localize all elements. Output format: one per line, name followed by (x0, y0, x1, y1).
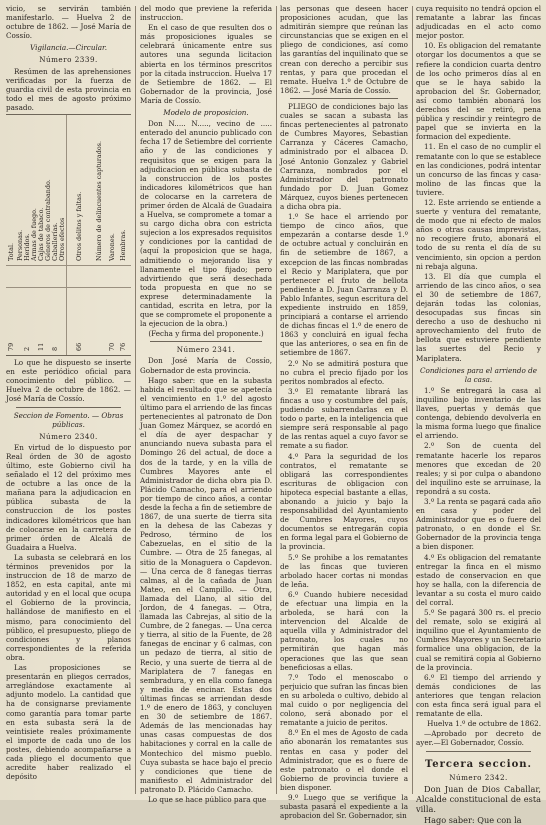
table-value: 79 (7, 342, 15, 352)
casa-item: 3.º La renta se pagará cada año en casa y poder del Administrador que es o fuere del patronato, o en donde el Sr. Gobernador de la provincia tenga a bien disponer. (416, 496, 541, 552)
condicion-item: 9.º Luego que se verifique la subasta pasará el expediente a la aprobacion del Sr. Gobernador, sin (280, 792, 408, 821)
condicion-item: 7.º Todo el menoscabo o perjuicio que sufran las fincas bien en su arboleda o cultivo, debido al mal cuido o por negligencia del colono, será abonado por el rematante a juicio de peritos. (280, 672, 408, 728)
condicion-item: 10. Es obligacion del rematante otorgar los documentos a que se refiere la condicion cuarta dentro de los ocho primeros días al en que se le haya sabido la aprobacion del Sr. Gobernador, así como también abonará los derechos del se retiró, pena pública y rescindir y reintegro de papel que se invierta en la formacion del expediente. (416, 41, 541, 142)
table-value: 76 (119, 342, 127, 352)
column-divider (135, 6, 136, 794)
col1-top: vicio, se servirán también manifestarlo. — Huelva 2 de octubre de 1862. — José María de Cossío. (6, 4, 131, 41)
column-4 (416, 4, 541, 825)
casa-item: 2.º Son de cuenta del rematante hacerle los reparos menores que excedan de 20 reales; y si por culpa o abandono del inquilino este se arruinase, la repondrá a su costa. (416, 441, 541, 496)
fomento-body-3: Las proposiciones se presentarán en pliegos cerrados, arreglándose exactamente al adjunto modelo. La cantidad que ha de consignarse previamente como garantía para tomar parte en esta subasta será la de veintisiete reales próximamente el importe de cada uno de los postes, debiendo acompañarse a cada pliego el documento que acredite haber realizado el depósito (6, 663, 131, 782)
condicion-item: 5.º Se prohibe a los rematantes de las fincas que tuvieren arbolado hacer cortas ni mondas de leña. (280, 552, 408, 589)
casa-conditions-title: Condiciones para el arriendo de la casa. (420, 365, 537, 384)
casa-item: 6.º El tiempo del arriendo y demás condiciones de las anteriores que tengan relacion con esta finca será igual para el rematante de ella. (416, 672, 541, 719)
table-header: Cajas de tabaco. (37, 207, 45, 262)
resumen-intro: Resúmen de las aprehensiones verificadas por la fuerza de guardia civil de esta provincia en todo el mes de agosto próximo pasado. (6, 66, 131, 112)
condicion-item: 6.º Cuando hubiere necesidad de efectuar una limpia en la arboleda, se hará con la intervencion del Alcalde de aquella villa y Administrador del patronato, los cuales no permitirán que hagan más operaciones que las que sean beneficiosas a ellas. (280, 589, 408, 672)
table-header: Personas. (16, 229, 24, 262)
condicion-item: 11. En el caso de no cumplir el rematante con lo que se establece en las condiciones, podrá intentar un concurso de las fincas y casa-molino de las fincas que la tuviere. (416, 142, 541, 197)
col2-p3: Don José María de Cossío, Gobernador de esta provincia. (140, 356, 272, 375)
condicion-item: 8.º En el mes de Agosto de cada año abonarán los rematantes sus rentas en casa y poder del Administrador, que es o fuere de este patronato o el donde el Gobierno de provincia tuviere a bien disponer. (280, 728, 408, 792)
number-2342: Número 2342. (449, 772, 508, 782)
col2-sign: (Fecha y firma del proponente.) (148, 329, 264, 339)
condicion-item: 4.º Para la seguridad de los contratos, el rematante se obligará las correspondientes escrituras de obligacion con hipoteca especial bastante a ellas, abonando a juicio y bajo la responsabilidad del Ayuntamiento de Cumbres Mayores, cuyos documentos se entregarán copia en forma legal para el Gobierno de la provincia. (280, 451, 408, 552)
condicion-item: 3.º El rematante librará las fincas a uso y costumbre del país, pudiendo subarrendarlas en el todo o parte, en la inteligencia que siempre será responsable al pago de las rentas aquel a cuyo favor se remate a su fiador. (280, 386, 408, 451)
tercera-seccion-title: Tercera seccion. (425, 758, 532, 770)
column-divider (276, 6, 277, 794)
casa-item: 1.º Se entregará la casa al inquilino bajo inventario de las llaves, puertas y demás que contenga, debiendo devolverla en la misma forma luego que finalice el arriendo. (416, 385, 541, 441)
fomento-body-2: La subasta se celebrará en los términos prevenidos por la instruccion de 18 de marzo de 1852, en esta capital, ante mi autoridad y en el local que ocupa el Gobierno de la provincia, hallándose de manifiesto en el mismo, para conocimiento del público, el presupuesto, pliego de condiciones y planos correspondientes de la referida obra. (6, 552, 131, 662)
column-1 (6, 4, 131, 796)
col2-p4: Hago saber: que en la subasta habida el resultado que se apetecía el vencimiento en 1.º del agosto último para el arriendo de las fincas pertenecientes al patronato de Don Juan Gomez Márquez, se acordó en el día de ayer despachar y anunciando nueva subasta para el Domingo 26 del actual, de doce a dos de la tarde, y en la villa de Cumbres Mayores ante el Administrador de dicha obra pia D. Plácido Camacho, para el arriendo por tiempo de cinco años, a contar desde la fecha a fin de setiembre de 1867, de una suerte de tierra sita en la dehesa de las Cabezas y Pedroso, término de los Cabezuelas, en el sitio de la Cumbre. — Otra de 25 fanegas, al sitio de la Monaguera o Capdevon. — Una cerca de 8 fanegas tierras calmas, al de la cañada de Juan Mateo, en el Campillo. — Otra, llamada del Llano, al sitio del Jordon, de 4 fanegas. — Otra, llamada las Cabrejas, al sitio de la Cumbre, de 2 fanegas. — Una cerca y tierra, al sitio de la Fuente, de 28 fanegas de encinar y 6 calmas, con un pedazo de tierra, al sitio de Recio, y una suerte de tierra al de Mariplatera de 7 fanegas en sembradura, y en ella como fanega y media de encinar. Estas dos últimas fincas se arriendan desde 1.º de enero de 1863, y concluyen en 30 de setiembre de 1867. Además de las mencionadas hay unas casas compuestas de dos habitaciones y corral en la calle de Montechico del mismo pueblo. Cuya subasta se hace bajo el precio y condiciones que tiene de manifiesto el Administrador del patronato D. Plácido Camacho. (140, 375, 272, 794)
number-2340: Número 2340. (39, 431, 98, 441)
table-value: 8 (51, 346, 59, 352)
col4-final-2: Hago saber: Que con la (424, 814, 522, 825)
casa-item: 5.º Se pagará 300 rs. el precio del remate, solo se exigirá al inquilino que el Ayuntamiento de Cumbres Mayores y un Secretario formalice una obligacion, de la cual se remitirá copia al Gobierno de la provincia. (416, 608, 541, 672)
table-header: Armas de fuego. (30, 208, 38, 262)
condicion-item: 12. Este arriendo se entiende a suerte y ventura del rematante, de modo que ni efecto de malos años o otras causas imprevistas, no recogiere fruto, abonará el todo de su renta el día de su vencimiento, sin opcion a perdon ni rebaja alguna. (416, 197, 541, 271)
column-2 (140, 4, 272, 804)
table-value: 11 (37, 342, 45, 352)
table-header: Caballerías. (51, 222, 59, 262)
number-2341: Número 2341. (176, 345, 236, 355)
casa-item: 4.º Es obligacion del rematante entregar la finca en el mismo estado de conservacion en que hoy se halla, con la diferencia de levantar a su costa el muro caido del corral. (416, 552, 541, 607)
col2-p1: En el caso de que resulten dos o más proposiciones iguales se celebrará únicamente entre sus autores una segunda licitacion abierta en los términos prescritos por la citada instruccion. Huelva 17 de Setiembre de 1862. — El Gobernador de la provincia, José María de Cossío. (140, 23, 272, 105)
fomento-title: Seccion de Fomento. — Obras públicas. (13, 410, 124, 429)
table-value: 66 (75, 342, 83, 352)
condicion-item: 1.º Se hace el arriendo por tiempo de cinco años, que empezarán a contarse desde 1.º de octubre actual y concluirán en fin de setiembre de 1867, a excepcion de las fincas nombradas el Recio y Mariplatera, que por pertenecer el fruto de bellota pendiente a D. Juan Carranza y D. Pablo Infantes, segun escritura del expediente instruido en 1859, principiará a contarse el arriendo de dichas fincas el 1.º de enero de 1863 y concluirá en igual fecha que las anteriores, o sea en fin de setiembre de 1867. (280, 212, 408, 358)
condicion-item: 2.º No se admitirá postura que no cubra el precio fijado por los peritos nombrados al efecto. (280, 358, 408, 386)
table-header: Otros efectos (58, 217, 66, 262)
col2-model-text: Don N..... N....., vecino de ..... enterado del anuncio publicado con fecha 17 de Setiembre del corriente año y de las condiciones y requisitos que se exigen para la adjudicacion en pública subasta de la construccion de los postes indicadores kilométricos que han de colocarse en la carretera de primer órden de Alcalá de Guadaira a Huelva, se compromete a tomar a su cargo dicha obra con estricta sujecion a los expresados requisitos y condiciones por la cantidad de (aquí la proposicion que se haga, admitiendo o mejorando lisa y llanamente el tipo fijado; pero advirtiendo que será desechada toda propuesta en que no se exprese determinadamente la cantidad, escrita en letra, por la que se compromete el proponente a la ejecucion de la obra.) (140, 119, 272, 329)
table-value: 70 (108, 342, 116, 352)
col4-approved: —Aprobado por decreto de ayer.—El Gobernador, Cossío. (416, 729, 541, 748)
col2-top: del modo que previene la referida instruccion. (140, 4, 272, 23)
table-side-header: Número de delincuentes capturados. (95, 141, 103, 262)
table-header: Géneros de contrabando. (44, 179, 52, 262)
after-table-text: Lo que he dispuesto se inserte en este periódico oficial para conocimiento del público. — Huelva 2 de octubre de 1862. — José María de Cossío. (6, 358, 131, 404)
col3-top: las personas que deseen hacer proposiciones acudan, que las admitirán siempre que reúnan las circunstancias que se exigen en el pliego de condiciones, así como las garantías del inquilinato que se crean con derecho a percibir sus rentas, y para que procedan el remate. Huelva 1.º de Octubre de 1862. — José María de Cossío. (280, 4, 408, 95)
condicion-item: 13. El día que cumpla el arriendo de las cinco años, o sea el 30 de setiembre de 1867, dejarán todas las colonias, desocupadas sus fincas sin derecho a uso de deshucho ni aprovechamiento del fruto de bellota que estuviere pendiente las suertes del Recio y Mariplatera. (416, 271, 541, 363)
table-side-header: Hembras. (119, 229, 127, 262)
pliego-title: PLIEGO de condiciones bajo las cuales se sacan a subasta las fincas pertenecientes al patronato de Cumbres Mayores, Sebastian Carranza y Cáceres Camacho, administrado por el albacea D. José Antonio Gonzalez y Gabriel Carranza, nombrados por el Administrador del patronato fundado por D. Juan Gomez Márquez, cuyos bienes pertenecen a dicha obra pia. (280, 101, 408, 211)
table-header: Otros delitos y faltas. (75, 191, 83, 262)
vigilancia-title: Vigilancia.—Circular. (30, 43, 107, 53)
table-header: Heridos. (23, 233, 31, 262)
col4-top: cuya requisito no tendrá opcion el rematante a labrar las fincas adjudicadas en el acto como mejor postor. (416, 4, 541, 41)
modelo-title: Modelo de proposicion. (163, 108, 249, 118)
col4-final-1: Don Juan de Dios Caballar, Alcalde constitucional de esta villa. (416, 783, 541, 814)
fomento-body-1: En virtud de lo dispuesto por Real órden de 30 de agosto último, este Gobierno civil ha señalado el 12 del próximo mes de octubre a las once de la mañana para la adjudicacion en pública subasta de la construccion de los postes indicadores kilométricos que han de colocarse en la carretera de primer órden de Alcalá de Guadaira a Huelva. (6, 442, 131, 552)
number-2339: Número 2339. (39, 55, 98, 65)
col2-p5: Lo que se hace público para que (148, 794, 267, 804)
col4-date: Huelva 1.º de octubre de 1862. (427, 719, 541, 729)
table-total-label: Total. (7, 242, 15, 262)
column-3 (280, 4, 408, 821)
table-value: 2 (23, 346, 31, 352)
aprehensiones-table (6, 114, 131, 356)
column-divider (412, 6, 413, 794)
table-side-header: Varones. (108, 233, 116, 262)
